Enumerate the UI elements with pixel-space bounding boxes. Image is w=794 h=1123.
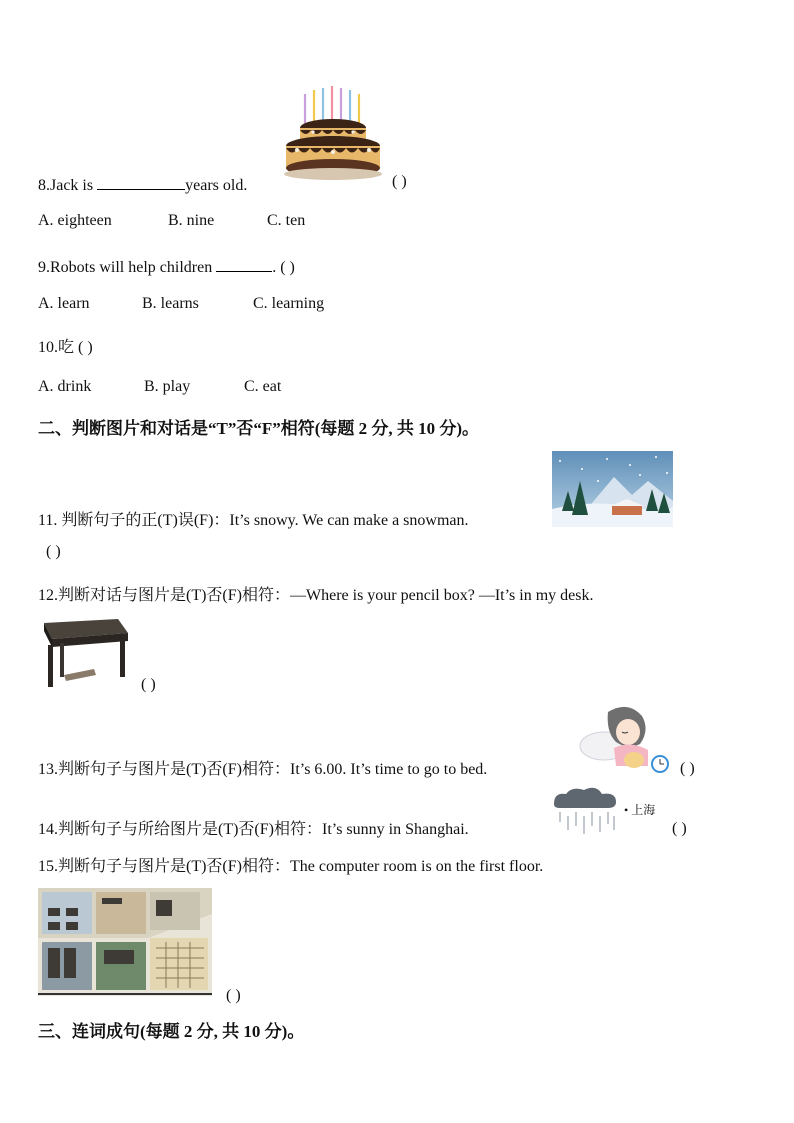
option-b: B. learns: [142, 295, 199, 312]
section-3-heading: 三、连词成句(每题 2 分, 共 10 分)。: [38, 1022, 305, 1041]
snowy-landscape-image: [552, 451, 673, 527]
question-10: 10.吃 ( ): [38, 339, 93, 356]
birthday-cake-image: [283, 86, 383, 182]
option-c: C. learning: [253, 295, 325, 312]
answer-parentheses[interactable]: ( ): [672, 820, 687, 837]
school-building-image: [38, 888, 212, 996]
question-13: 13.判断句子与图片是(T)否(F)相符：It’s 6.00. It’s time to go to bed.: [38, 761, 488, 778]
question-14: 14.判断句子与所给图片是(T)否(F)相符：It’s sunny in Shanghai.: [38, 821, 469, 838]
answer-parentheses[interactable]: ( ): [392, 173, 407, 190]
answer-parentheses[interactable]: ( ): [141, 676, 156, 693]
question-8-suffix: years old.: [185, 177, 248, 194]
answer-parentheses[interactable]: ( ): [46, 543, 61, 560]
question-12: 12.判断对话与图片是(T)否(F)相符：—Where is your pencil box? —It’s in my desk.: [38, 587, 594, 604]
sleeping-girl-image: [578, 702, 672, 776]
question-11: 11. 判断句子的正(T)误(F)：It’s snowy. We can make a snowman.: [38, 512, 469, 529]
shanghai-label: • 上海: [624, 803, 656, 817]
option-a: A. eighteen: [38, 212, 112, 229]
question-8: [38, 173, 247, 196]
option-a: A. learn: [38, 295, 90, 312]
section-2-heading: 二、判断图片和对话是“T”否“F”相符(每题 2 分, 共 10 分)。: [38, 419, 480, 438]
option-b: B. play: [144, 378, 191, 395]
option-b: B. nine: [168, 212, 215, 229]
desk-image: [38, 617, 130, 689]
answer-parentheses[interactable]: ( ): [226, 987, 241, 1004]
question-8-prefix: 8.Jack is: [38, 177, 94, 194]
rainy-cloud-image: [548, 786, 624, 838]
answer-blank[interactable]: [216, 255, 272, 272]
question-9: [38, 255, 295, 278]
answer-parentheses[interactable]: ( ): [680, 760, 695, 777]
question-9-end: . ( ): [272, 259, 295, 276]
option-c: C. eat: [244, 378, 282, 395]
question-15: 15.判断句子与图片是(T)否(F)相符：The computer room is on the first floor.: [38, 858, 544, 875]
question-9-text: 9.Robots will help children: [38, 259, 213, 276]
option-a: A. drink: [38, 378, 92, 395]
option-c: C. ten: [267, 212, 306, 229]
answer-blank[interactable]: [97, 173, 185, 190]
